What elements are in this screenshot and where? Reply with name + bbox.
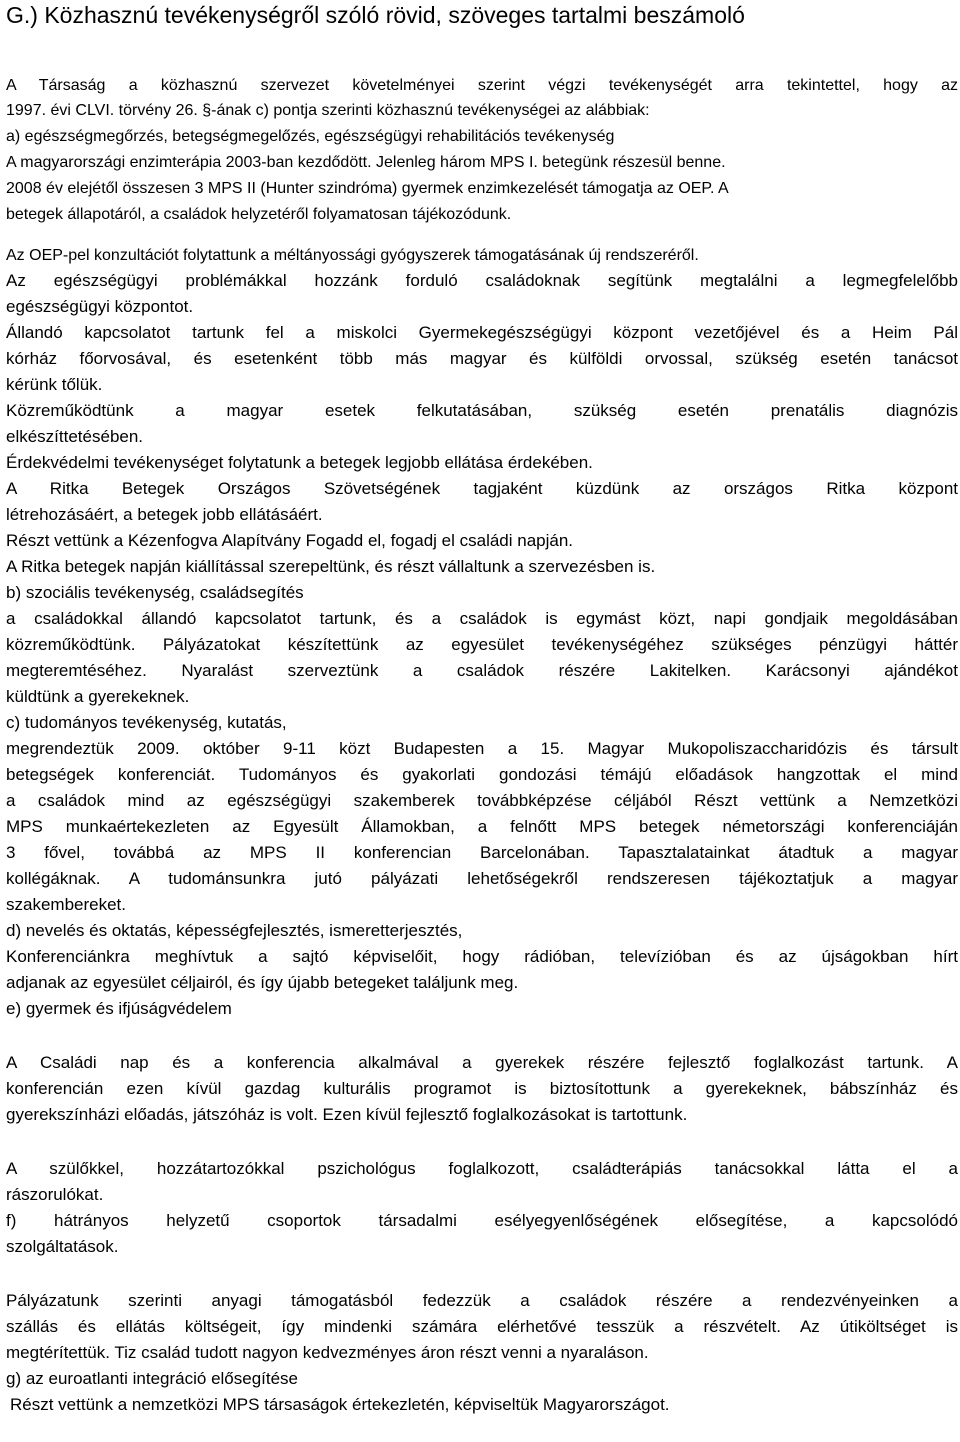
paragraph-line: betegségek konferenciát. Tudományos és gyakorlati gondozási témájú előadások hangzottak el mind bbox=[6, 765, 958, 784]
paragraph-line: Pályázatunk szerinti anyagi támogatásból fedezzük a családok részére a rendezvényeinken a bbox=[6, 1291, 958, 1310]
section-heading: c) tudományos tevékenység, kutatás, bbox=[6, 713, 287, 732]
paragraph-line: rászorulókat. bbox=[6, 1185, 104, 1204]
paragraph-line: Részt vettünk a nemzetközi MPS társaságok értekezletén, képviseltük Magyarországot. bbox=[10, 1395, 670, 1414]
paragraph-line: kollégáknak. A tudománsunkra jutó pályázati lehetőségekről rendszeresen tájékoztatjuk a magyar bbox=[6, 869, 958, 888]
paragraph-line: szállás és ellátás költségeit, így mindenki számára elérhetővé tesszük a részvételt. Az útiköltséget is bbox=[6, 1317, 958, 1336]
section-heading: e) gyermek és ifjúságvédelem bbox=[6, 999, 232, 1018]
section-heading: f) hátrányos helyzetű csoportok társadalmi esélyegyenlőségének elősegítése, a kapcsolódó bbox=[6, 1211, 958, 1230]
section-heading: d) nevelés és oktatás, képességfejlesztés, ismeretterjesztés, bbox=[6, 921, 463, 940]
paragraph-line: A magyarországi enzimterápia 2003-ban kezdődött. Jelenleg három MPS I. betegünk részesül benne. bbox=[6, 154, 726, 171]
paragraph-line: Állandó kapcsolatot tartunk fel a miskolci Gyermekegészségügyi központ vezetőjével és a Heim Pál bbox=[6, 323, 958, 342]
paragraph-line: Az OEP-pel konzultációt folytattunk a méltányossági gyógyszerek támogatásának új rendszeréről. bbox=[6, 247, 699, 264]
paragraph-line: 1997. évi CLVI. törvény 26. §-ának c) pontja szerinti közhasznú tevékenységei az alábbiak: bbox=[6, 102, 650, 119]
section-heading: b) szociális tevékenység, családsegítés bbox=[6, 583, 304, 602]
paragraph-line: Részt vettünk a Kézenfogva Alapítvány Fogadd el, fogadj el családi napján. bbox=[6, 531, 574, 550]
section-heading: g) az euroatlanti integráció elősegítése bbox=[6, 1369, 299, 1388]
paragraph-line: Az egészségügyi problémákkal hozzánk forduló családoknak segítünk megtalálni a legmegfelelőbb bbox=[6, 271, 958, 290]
paragraph-line: Konferenciánkra meghívtuk a sajtó képviselőit, hogy rádióban, televízióban és az újságokban hírt bbox=[6, 947, 958, 966]
paragraph-line: megteremtéséhez. Nyaralást szerveztünk a családok részére Lakitelken. Karácsonyi ajándékot bbox=[6, 661, 958, 680]
paragraph-line: A Családi nap és a konferencia alkalmával a gyerekek részére fejlesztő foglalkozást tartunk. A bbox=[6, 1053, 958, 1072]
paragraph-line: megtérítettük. Tiz család tudott nagyon kedvezményes áron részt venni a nyaraláson. bbox=[6, 1343, 649, 1362]
paragraph-line: A Ritka Betegek Országos Szövetségének tagjaként küzdünk az országos Ritka központ bbox=[6, 479, 958, 498]
paragraph-line: közreműködtünk. Pályázatokat készítettünk az egyesület tevékenységéhez szükséges pénzügyi háttér bbox=[6, 635, 958, 654]
paragraph-line: a családok mind az egészségügyi szakemberek továbbképzése céljából Részt vettünk a Nemzetközi bbox=[6, 791, 958, 810]
paragraph-line: szakembereket. bbox=[6, 895, 126, 914]
paragraph-line: Közreműködtünk a magyar esetek felkutatásában, szükség esetén prenatális diagnózis bbox=[6, 401, 958, 420]
paragraph-line: 2008 év elejétől összesen 3 MPS II (Hunter szindróma) gyermek enzimkezelését támogatja az OEP. A bbox=[6, 180, 729, 197]
paragraph-line: egészségügyi központot. bbox=[6, 297, 194, 316]
paragraph-line: a családokkal állandó kapcsolatot tartunk, és a családok is egymást közt, napi gondjaik megoldásában bbox=[6, 609, 958, 628]
paragraph-line: kérünk tőlük. bbox=[6, 375, 103, 394]
paragraph-line: küldtünk a gyerekeknek. bbox=[6, 687, 190, 706]
paragraph-line: Érdekvédelmi tevékenységet folytatunk a betegek legjobb ellátása érdekében. bbox=[6, 453, 593, 472]
paragraph-line: A szülőkkel, hozzátartozókkal pszichológus foglalkozott, családterápiás tanácsokkal látta el a bbox=[6, 1159, 958, 1178]
paragraph-line: szolgáltatások. bbox=[6, 1237, 119, 1256]
paragraph-line: megrendeztük 2009. október 9-11 közt Budapesten a 15. Magyar Mukopoliszaccharidózis és társult bbox=[6, 739, 958, 758]
paragraph-line: konferencián ezen kívül gazdag kulturális programot is biztosítottunk a gyerekeknek, bábszínház és bbox=[6, 1079, 958, 1098]
paragraph-line: 3 fővel, továbbá az MPS II konferencian Barcelonában. Tapasztalatainkat átadtuk a magyar bbox=[6, 843, 958, 862]
paragraph-line: betegek állapotáról, a családok helyzetéről folyamatosan tájékozódunk. bbox=[6, 206, 512, 223]
paragraph-line: létrehozásáért, a betegek jobb ellátásáért. bbox=[6, 505, 323, 524]
paragraph-line: A Társaság a közhasznú szervezet követelményei szerint végzi tevékenységét arra tekintettel, hogy az bbox=[6, 77, 958, 94]
page-title: G.) Közhasznú tevékenységről szóló rövid, szöveges tartalmi beszámoló bbox=[6, 2, 745, 28]
paragraph-line: adjanak az egyesület céljairól, és így újabb betegeket találjunk meg. bbox=[6, 973, 519, 992]
paragraph-line: kórház főorvosával, és esetenként több más magyar és külföldi orvossal, szükség esetén tanácsot bbox=[6, 349, 958, 368]
paragraph-line: A Ritka betegek napján kiállítással szerepeltünk, és részt vállaltunk a szervezésben is. bbox=[6, 557, 656, 576]
paragraph-line: a) egészségmegőrzés, betegségmegelőzés, egészségügyi rehabilitációs tevékenység bbox=[6, 128, 615, 145]
paragraph-line: MPS munkaértekezleten az Egyesült Államokban, a felnőtt MPS betegek németországi konferenciáján bbox=[6, 817, 958, 836]
paragraph-line: elkészíttetésében. bbox=[6, 427, 144, 446]
paragraph-line: gyerekszínházi előadás, játszóház is volt. Ezen kívül fejlesztő foglalkozásokat is tartottunk. bbox=[6, 1105, 688, 1124]
